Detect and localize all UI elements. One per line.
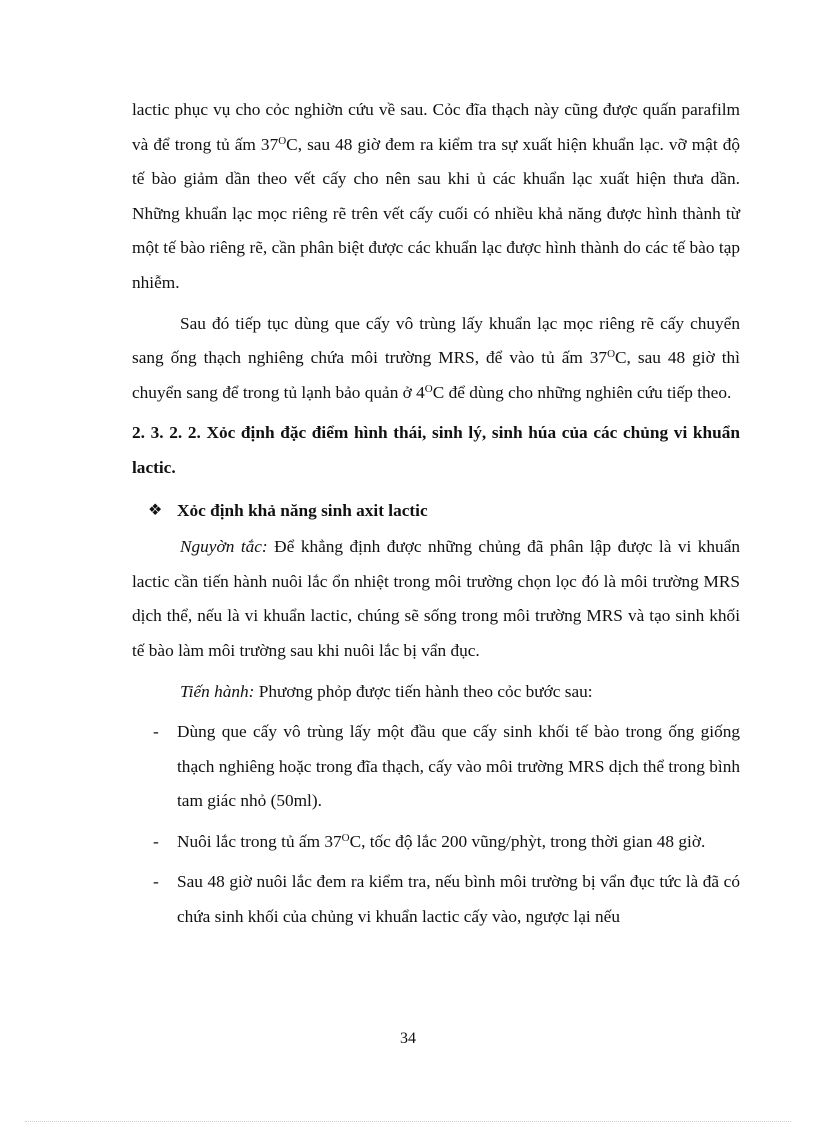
procedure-label: Tiến hành: [180,681,255,701]
bullet-heading [132,494,740,529]
footer-divider [25,1121,791,1122]
principle-paragraph: Nguyờn tắc: Để khẳng định được những chủng đã phân lập được là vi khuẩn lactic cần tiến hành nuôi lắc ổn nhiệt trong môi trường chọn lọc đó là môi trường MRS dịch thể, nếu là vi khuẩn lactic, chúng sẽ sống trong môi trường MRS và tạo sinh khối tế bào làm môi trường sau khi nuôi lắc bị vẩn đục. [132,537,741,660]
procedure-steps [132,715,740,935]
degree-sup: O [278,134,287,147]
paragraph-1: lactic phục vụ cho cỏc nghiờn cứu về sau. Cỏc đĩa thạch này cũng được quấn parafilm và để trong tủ ấm $37^OC$, sau 48 giờ đem ra kiểm tra sự xuất hiện khuẩn lạc. vỡ mật độ tế bào giảm dần theo vết cấy cho nên sau khi ủ các khuẩn lạc xuất hiện thưa dần. Những khuẩn lạc mọc riêng rẽ trên vết cấy cuối có nhiều khả năng được hình thành từ một tế bào riêng rẽ, cần phân biệt được các khuẩn lạc được hình thành do các tế bào tạp nhiễm. [132,100,740,292]
list-item: - Sau 48 giờ nuôi lắc đem ra kiểm tra, nếu bình môi trường bị vẩn đục tức là đã có chứa sinh khối của chủng vi khuẩn lactic cấy vào, ngược lại nếu [132,865,740,934]
four-diamond-icon: ❖ [148,501,163,519]
page-number: 34 [400,1030,416,1047]
degree-sup: O [341,831,350,844]
degree-sup: O [607,348,616,361]
procedure-paragraph: Tiến hành: Phương phỏp được tiến hành theo cỏc bước sau: [180,681,593,701]
dash-marker: - [153,722,159,742]
body-text [132,93,740,941]
list-item: - Dùng que cấy vô trùng lấy một đầu que cấy sinh khối tế bào trong ống giống thạch nghiêng hoặc trong đĩa thạch, cấy vào môi trường MRS dịch thể trong bình tam giác nhỏ (50ml). [132,715,740,819]
section-heading: 2. 3. 2. 2. Xỏc định đặc điểm hình thái, sinh lý, sinh húa của các chủng vi khuẩn lactic. [132,423,740,477]
degree-sup: O [424,382,433,395]
list-item: - Nuôi lắc trong tủ ấm $37^OC$, tốc độ lắc 200 vũng/phỳt, trong thời gian 48 giờ. [132,825,740,860]
principle-label: Nguyờn tắc: [180,537,268,557]
dash-marker: - [153,872,159,892]
paragraph-2: Sau đó tiếp tục dùng que cấy vô trùng lấy khuẩn lạc mọc riêng rẽ cấy chuyển sang ống thạch nghiêng chứa môi trường MRS, để vào tủ ấm $37^OC$, sau 48 giờ thì chuyển sang để trong tủ lạnh bảo quản ở $4^OC$ để dùng cho những nghiên cứu tiếp theo. [132,313,740,402]
dash-marker: - [153,831,159,851]
bullet-heading-text: Xỏc định khả năng sinh axit lactic [177,500,428,520]
